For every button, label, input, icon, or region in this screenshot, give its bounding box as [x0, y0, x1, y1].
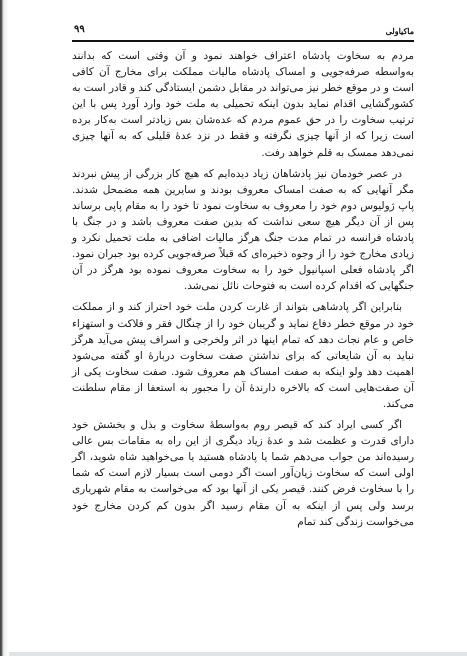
paragraph: در عصر خودمان نیز پادشاهان زیاد دیده‌ایم که هیچ کار بزرگی از پیش نبردند مگر آنهایی که به صفت امساک معروف بودند و سایرین همه مضمحل شدند. پاپ ژولیوس دوم خود را معروف به سخاوت نمود تا خود را به مقام پاپی برساند پس از آن دیگر هیچ سعی نداشت که بدین صفت معروف باشد و در جنگ با پادشاه فرانسه در تمام مدت جنگ هرگز مالیات اضافی به ملت تحمیل نکرد و زیادی مخارج خود را از وجوه ذخیره‌ای که قبلاً صرفه‌جویی کرده بود جبران نمود. اگر پادشاه فعلی اسپانیول خود را به سخاوت معروف نموده بود هرگز در آن جنگهایی که اقدام کرده است به فتوحات نائل نمی‌شد. [72, 167, 414, 293]
page-number: ۹۹ [74, 24, 85, 35]
body-text [72, 48, 414, 530]
paragraph: بنابراین اگر پادشاهی بتواند از غارت کردن ملت خود احتراز کند و از مملکت خود در موقع خطر دفاع نماید و گریبان خود را از چنگال فقر و فلاکت و استهزاء خاص و عام نجات دهد که تمام اینها در اثر ولخرجی و اسراف پیش می‌آید هرگز نباید به آن شایعاتی که برای نداشتن صفت سخاوت دربارهٔ او گفته می‌شود اهمیت دهد ولو اینکه به صفت امساک هم معروف شود. صفت سخاوت یکی از آن صفت‌هایی است که بالاخره دارندهٔ آن را مجبور به استعفا از مقام سلطنت می‌کند. [72, 301, 414, 410]
paragraph: اگر کسی ایراد کند که قیصر روم به‌واسطهٔ سخاوت و بذل و بخشش خود دارای قدرت و عظمت شد و عدهٔ زیاد دیگری از این راه به مقامات بس عالی رسیده‌اند من جواب می‌دهم شما یا پادشاه هستید یا می‌خواهید شاه شوید، اگر اولی است که سخاوت زیان‌آور است اگر دومی است بسیار لازم است که شما را با سخاوت فرض کنند. قیصر یکی از آنها بود که می‌خواست به مقام شهریاری برسد ولی پس از اینکه به آن مقام رسید اگر بدون کم کردن مخارج خود می‌خواست زندگی کند تمام [72, 419, 414, 528]
page-bottom-edge [9, 652, 467, 656]
book-spine-shadow [0, 0, 9, 656]
running-title: ماکیاولی [385, 26, 414, 36]
page-header [72, 24, 414, 42]
book-page [72, 24, 414, 626]
paragraph: مردم به سخاوت پادشاه اعتراف خواهند نمود و آن وقتی است که بدانند به‌واسطه صرفه‌جویی و امساک پادشاه مالیات مملکت برای مخارج آن کافی است و در موقع خطر نیز می‌تواند در مقابل دشمن ایستادگی کند و قادر است به کشورگشایی اقدام نماید بدون اینکه تحمیلی به ملت خود وارد آورد پس با این ترتیب سخاوت را در حق عموم مردم که عده‌شان بس زیادتر است به‌کار برده است زیرا که از آنها چیزی نگرفته و فقط در نزد عدهٔ قلیلی که به آنها چیزی نمی‌دهد ممسک به قلم خواهد رفت. [72, 50, 414, 159]
